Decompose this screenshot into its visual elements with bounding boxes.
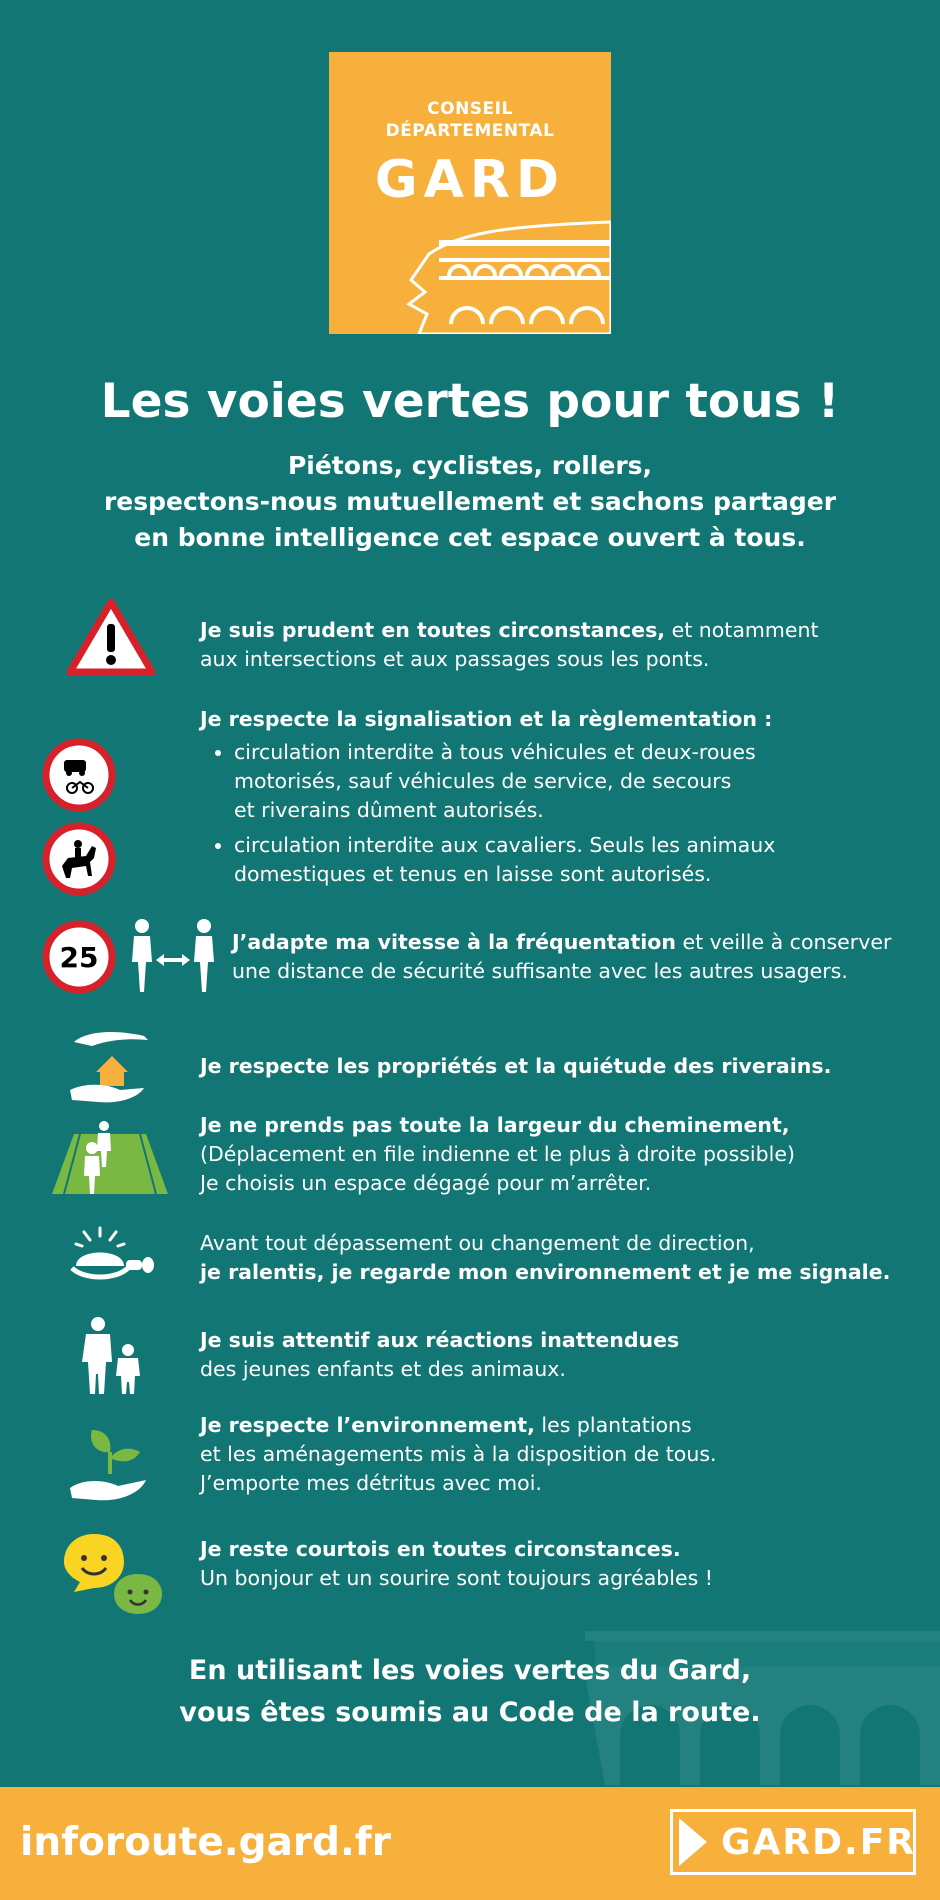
logo-line-departemental: DÉPARTEMENTAL (385, 121, 555, 141)
rule-signalisation-bold: Je respecte la signalisation et la règlementation : (200, 707, 773, 731)
rule-environnement-bold: Je respecte l’environnement, (200, 1413, 535, 1437)
rule-riverains (200, 1052, 831, 1081)
logo-line-conseil: CONSEIL (427, 99, 513, 119)
rule-signalisation-list (200, 738, 775, 889)
bullet1-line2: motorisés, sauf véhicules de service, de secours (234, 769, 732, 793)
cyclists-on-path-icon (50, 1118, 170, 1196)
rule-largeur-text2: Je choisis un espace dégagé pour m’arrêter. (200, 1171, 652, 1195)
rule-largeur-bold: Je ne prends pas toute la largeur du cheminement, (200, 1113, 790, 1137)
rule-environnement-text3: J’emporte mes détritus avec moi. (200, 1471, 542, 1495)
intro-line-1: Piétons, cyclistes, rollers, (287, 451, 653, 480)
rule-depassement-text1: Avant tout dépassement ou changement de direction, (200, 1231, 755, 1255)
cyclist-distance-icon (126, 918, 218, 996)
bullet1-line1: • circulation interdite à tous véhicules et deux-roues (234, 740, 756, 764)
arrow-flag-icon (673, 1812, 713, 1872)
speed-limit-sign-icon (42, 920, 116, 994)
rule-prudent-text1: et notamment (665, 618, 819, 642)
rule-depassement (200, 1229, 890, 1287)
warning-triangle-icon (66, 598, 156, 676)
rule-courtois-bold: Je reste courtois en toutes circonstances. (200, 1537, 681, 1561)
gard-logo (329, 52, 611, 334)
rule-prudent-text2: aux intersections et aux passages sous les ponts. (200, 647, 710, 671)
footer-url-link[interactable]: inforoute.gard.fr (20, 1820, 391, 1865)
rule-environnement (200, 1411, 717, 1498)
rule-riverains-bold: Je respecte les propriétés et la quiétude des riverains. (200, 1054, 832, 1078)
no-horse-riders-sign-icon (42, 822, 116, 896)
rule-depassement-bold: je ralentis, je regarde mon environnement et je me signale. (200, 1260, 891, 1284)
bullet2-line2: domestiques et tenus en laisse sont autorisés. (234, 862, 712, 886)
intro-line-2: respectons-nous mutuellement et sachons partager (103, 487, 837, 516)
house-in-hands-icon (68, 1028, 152, 1104)
closing-line-2: vous êtes soumis au Code de la route. (179, 1697, 761, 1728)
rule-prudent-bold: Je suis prudent en toutes circonstances, (200, 618, 666, 642)
rule-vitesse (232, 928, 891, 986)
closing-line-1: En utilisant les voies vertes du Gard, (188, 1655, 752, 1686)
rule-courtois (200, 1535, 713, 1593)
list-item (234, 831, 775, 889)
intro-text (60, 448, 880, 556)
adult-and-child-icon (80, 1316, 144, 1396)
gard-fr-badge-label: GARD.FR (721, 1822, 917, 1863)
smiley-chat-bubbles-icon (60, 1530, 166, 1620)
gard-fr-badge[interactable] (670, 1809, 916, 1875)
footer-bar (0, 1787, 940, 1900)
rule-attentif (200, 1326, 679, 1384)
list-item (234, 738, 775, 825)
page-title: Les voies vertes pour tous ! (100, 374, 840, 429)
logo-line-gard: GARD (374, 150, 566, 210)
bullet2-line1: • circulation interdite aux cavaliers. Seuls les animaux (234, 833, 776, 857)
rule-courtois-text1: Un bonjour et un sourire sont toujours agréables ! (200, 1566, 714, 1590)
bullet1-line3: et riverains dûment autorisés. (234, 798, 544, 822)
rule-attentif-bold: Je suis attentif aux réactions inattendues (200, 1328, 680, 1352)
rule-signalisation (200, 705, 775, 895)
no-motor-vehicles-sign-icon (42, 738, 116, 812)
bicycle-bell-icon (70, 1224, 156, 1290)
rule-vitesse-text1: et veille à conserver (675, 930, 892, 954)
rule-environnement-text2: et les aménagements mis à la disposition de tous. (200, 1442, 717, 1466)
rule-largeur-text1: (Déplacement en file indienne et le plus à droite possible) (200, 1142, 795, 1166)
pont-du-gard-icon (399, 214, 611, 334)
rule-attentif-text1: des jeunes enfants et des animaux. (200, 1357, 566, 1381)
closing-text (0, 1650, 940, 1734)
rule-prudent (200, 616, 818, 674)
rule-vitesse-text2: une distance de sécurité suffisante avec les autres usagers. (232, 959, 848, 983)
rule-environnement-text1: les plantations (534, 1413, 692, 1437)
intro-line-3: en bonne intelligence cet espace ouvert à tous. (134, 523, 806, 552)
rule-largeur (200, 1111, 795, 1198)
speed-limit-value: 25 (59, 941, 99, 974)
rule-vitesse-bold: J’adapte ma vitesse à la fréquentation (232, 930, 676, 954)
plant-in-hand-icon (66, 1418, 156, 1504)
